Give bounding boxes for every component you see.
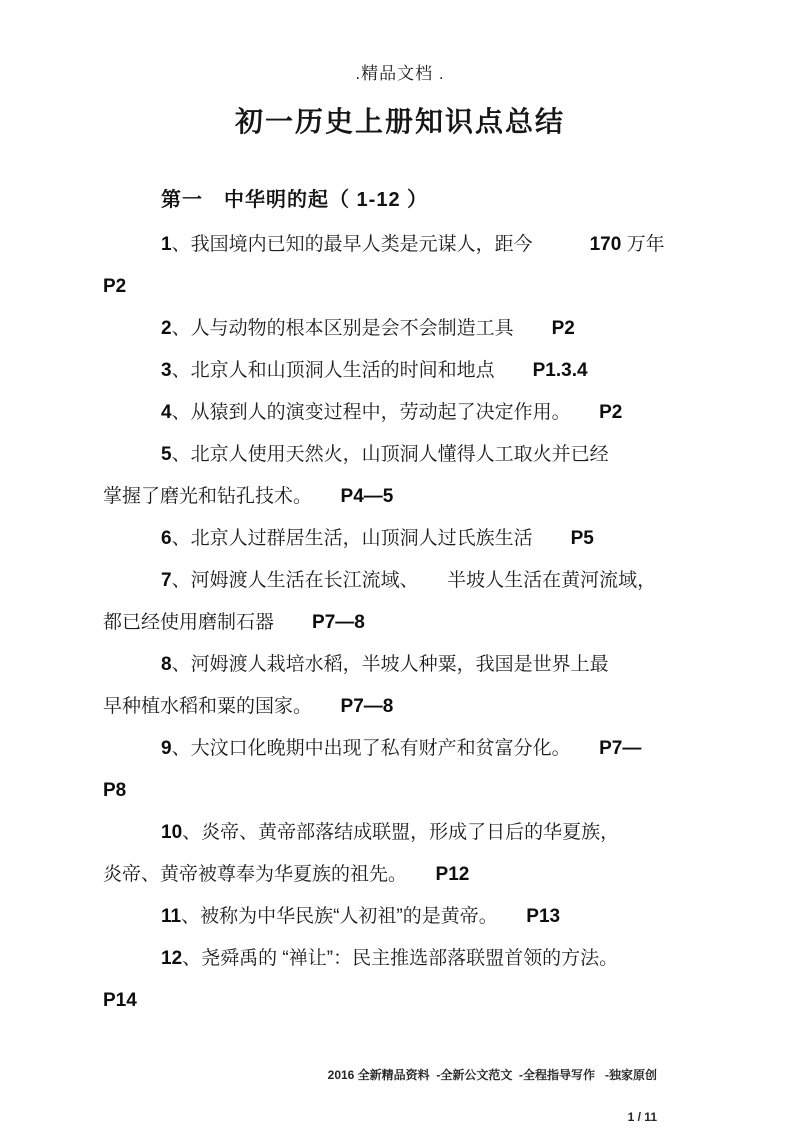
body-line xyxy=(103,350,699,392)
watermark-text: .精品文档 . xyxy=(355,64,445,83)
bold-text-segment: 10 xyxy=(161,822,183,843)
body-line xyxy=(103,518,699,560)
text-segment: 、北京人使用天然火，山顶洞人懂得人工取火并已经 xyxy=(171,444,609,465)
text-segment xyxy=(561,402,599,423)
text-segment: 、被称为中华民族“人初祖”的是黄帝。 xyxy=(181,906,489,927)
bold-text-segment: P7— xyxy=(599,738,642,759)
text-segment xyxy=(533,234,590,255)
bold-text-segment: P13 xyxy=(526,906,561,927)
body-line xyxy=(103,938,699,980)
body-line xyxy=(103,728,699,770)
text-segment: 、人与动物的根本区别是会不会制造工具 xyxy=(171,318,514,339)
text-segment: 第一 中华明的起（ 1-12 ） xyxy=(161,189,429,211)
bold-text-segment: P5 xyxy=(570,528,594,549)
body-line xyxy=(103,980,699,1022)
bold-text-segment: P14 xyxy=(103,990,137,1011)
text-segment: 、北京人过群居生活，山顶洞人过氏族生活 xyxy=(171,528,533,549)
text-segment: 、河姆渡人生活在长江流域、 xyxy=(171,570,410,591)
bold-text-segment: P2 xyxy=(551,318,575,339)
bold-text-segment: 170 xyxy=(589,234,622,255)
text-segment: 炎帝、黄帝被尊奉为华夏族的祖先。 xyxy=(103,864,398,885)
text-segment xyxy=(274,612,312,633)
body-line xyxy=(103,812,699,854)
text-segment: 万年 xyxy=(621,234,665,255)
body-line xyxy=(103,476,699,518)
body-line xyxy=(103,308,699,350)
text-segment: 、河姆渡人栽培水稻，半坡人种粟，我国是世界上最 xyxy=(171,654,609,675)
footer-credits: 2016 全新精品资料 -全新公文范文 -全程指导写作 -独家原创 xyxy=(327,1068,657,1082)
text-segment: 、我国境内已知的最早人类是元谋人，距今 xyxy=(171,234,533,255)
text-segment xyxy=(398,864,436,885)
text-segment xyxy=(303,486,341,507)
body-line xyxy=(103,770,699,812)
bold-text-segment: 1 xyxy=(161,234,172,255)
page-footer xyxy=(328,1040,657,1132)
text-segment: 、尧舜禹的 “禅让”：民主推选部落联盟首领的方法。 xyxy=(182,948,619,969)
bold-text-segment: P2 xyxy=(599,402,623,423)
bold-text-segment: P1.3.4 xyxy=(532,360,588,381)
body-line xyxy=(103,560,699,602)
bold-text-segment: 6 xyxy=(161,528,172,549)
text-segment xyxy=(488,906,526,927)
text-segment: 、从猿到人的演变过程中，劳动起了决定作用。 xyxy=(171,402,562,423)
body-line xyxy=(103,602,699,644)
text-segment: 半坡人生活在黄河流域， xyxy=(447,570,657,591)
body-line xyxy=(103,224,699,266)
text-segment xyxy=(303,696,341,717)
bold-text-segment: P7—8 xyxy=(340,696,394,717)
text-segment xyxy=(495,360,533,381)
bold-text-segment: 3 xyxy=(161,360,172,381)
section-heading xyxy=(103,179,699,221)
text-segment xyxy=(409,570,447,591)
bold-text-segment: 2 xyxy=(161,318,172,339)
text-segment: 掌握了磨光和钻孔技术。 xyxy=(103,486,303,507)
text-segment: 、大汶口化晚期中出现了私有财产和贫富分化。 xyxy=(171,738,562,759)
document-title: 初一历史上册知识点总结 xyxy=(234,106,565,137)
bold-text-segment: 7 xyxy=(161,570,172,591)
bold-text-segment: P7—8 xyxy=(312,612,365,633)
body-line xyxy=(103,854,699,896)
bold-text-segment: 11 xyxy=(161,906,182,927)
text-segment xyxy=(533,528,571,549)
bold-text-segment: 8 xyxy=(161,654,172,675)
bold-text-segment: 5 xyxy=(161,444,172,465)
bold-text-segment: 9 xyxy=(161,738,172,759)
body-line xyxy=(103,434,699,476)
body-line xyxy=(103,392,699,434)
text-segment: 都已经使用磨制石器 xyxy=(103,612,275,633)
document-body xyxy=(103,179,699,1022)
bold-text-segment: 12 xyxy=(161,948,183,969)
text-segment xyxy=(514,318,552,339)
bold-text-segment: 4 xyxy=(161,402,172,423)
text-segment xyxy=(561,738,599,759)
text-segment: 、炎帝、黄帝部落结成联盟，形成了日后的华夏族， xyxy=(182,822,620,843)
text-segment: 、北京人和山顶洞人生活的时间和地点 xyxy=(171,360,495,381)
page-number: 1 / 11 xyxy=(627,1110,657,1124)
bold-text-segment: P12 xyxy=(435,864,470,885)
body-line xyxy=(103,644,699,686)
bold-text-segment: P8 xyxy=(103,780,127,801)
text-segment: 早种植水稻和粟的国家。 xyxy=(103,696,303,717)
bold-text-segment: P2 xyxy=(103,276,127,297)
body-line xyxy=(103,896,699,938)
body-line xyxy=(103,686,699,728)
body-line xyxy=(103,266,699,308)
bold-text-segment: P4—5 xyxy=(340,486,394,507)
